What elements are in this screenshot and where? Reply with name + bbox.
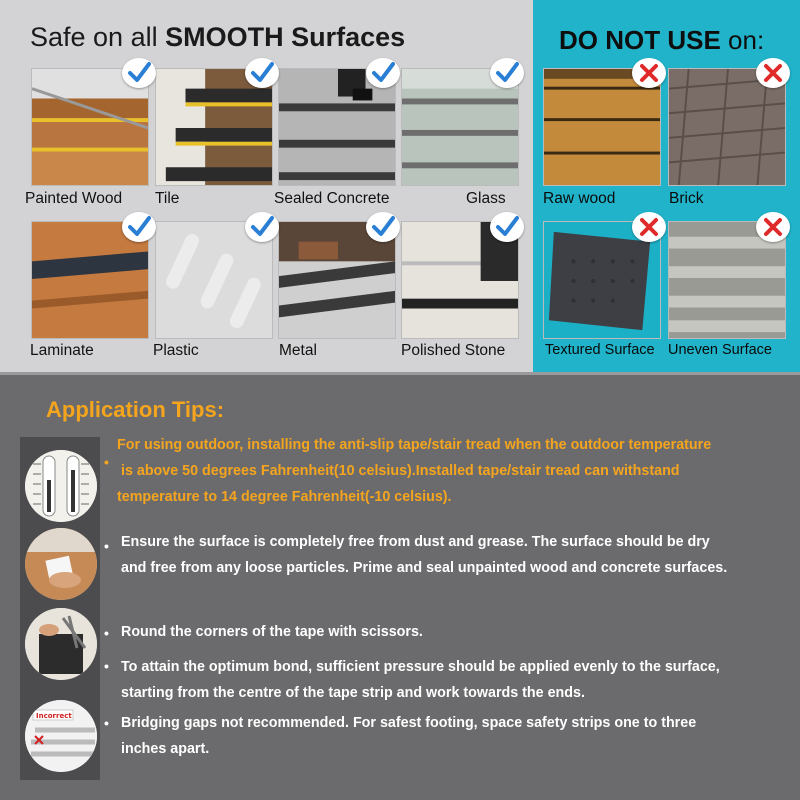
surface-label-tile: Tile: [155, 190, 180, 207]
surface-label-painted-wood: Painted Wood: [25, 190, 123, 207]
application-tips-title: Application Tips:: [46, 397, 225, 422]
surface-label-raw-wood: Raw wood: [543, 190, 616, 207]
tip-bullet: •: [104, 625, 109, 641]
surface-label-metal: Metal: [279, 342, 317, 359]
check-icon: [366, 212, 400, 242]
check-icon: [122, 212, 156, 242]
cleaning-surface-thumbnail: [25, 528, 97, 600]
check-icon: [366, 58, 400, 88]
surface-label-brick: Brick: [669, 190, 704, 207]
surfaces-section: [0, 0, 800, 372]
surface-label-sealed-concrete: Sealed Concrete: [274, 190, 390, 207]
cross-icon: [756, 212, 790, 242]
check-icon: [245, 58, 279, 88]
surface-label-plastic: Plastic: [153, 342, 199, 359]
check-icon: [490, 212, 524, 242]
thermometer-thumbnail: [25, 450, 97, 522]
tip-apply-pressure: To attain the optimum bond, sufficient pressure should be applied evenly to the surface, starting from the centre of the tape strip and work towards the ends.: [121, 659, 720, 701]
tip-surface-preparation: Ensure the surface is completely free from dust and grease. The surface should be dry and free from any loose particles. Prime and seal unpainted wood and concrete surfaces.: [121, 534, 728, 576]
check-icon: [490, 58, 524, 88]
tip-bullet: •: [104, 715, 109, 731]
cross-icon: [632, 58, 666, 88]
tip-bullet: •: [104, 658, 109, 674]
section-divider: [0, 372, 800, 375]
surface-label-uneven-surface: Uneven Surface: [668, 342, 772, 358]
surface-label-glass: Glass: [466, 190, 506, 207]
tip-bullet: •: [104, 454, 109, 470]
incorrect-spacing-thumbnail: [25, 700, 97, 772]
cross-icon: [632, 212, 666, 242]
surface-label-laminate: Laminate: [30, 342, 94, 359]
tip-bridging-gaps: Bridging gaps not recommended. For safest footing, space safety strips one to three inches apart.: [121, 715, 697, 757]
scissors-thumbnail: [25, 608, 97, 680]
safe-surfaces-title: Safe on all SMOOTH Surfaces: [30, 22, 406, 52]
surface-label-textured-surface: Textured Surface: [545, 342, 655, 358]
check-icon: [245, 212, 279, 242]
tip-outdoor-temperature: For using outdoor, installing the anti-slip tape/stair tread when the outdoor temperature is above 50 degrees Fahrenheit(10 celsius).Installed tape/stair tread can withstand temperature to 14 degree Fahrenheit(-10 celsius).: [117, 437, 712, 505]
incorrect-label: Incorrect: [36, 712, 72, 720]
check-icon: [122, 58, 156, 88]
tip-round-corners: Round the corners of the tape with scissors.: [121, 624, 423, 640]
cross-icon: [756, 58, 790, 88]
unsafe-surfaces-title: DO NOT USE on:: [559, 25, 765, 55]
surface-label-polished-stone: Polished Stone: [401, 342, 506, 359]
tip-bullet: •: [104, 538, 109, 554]
